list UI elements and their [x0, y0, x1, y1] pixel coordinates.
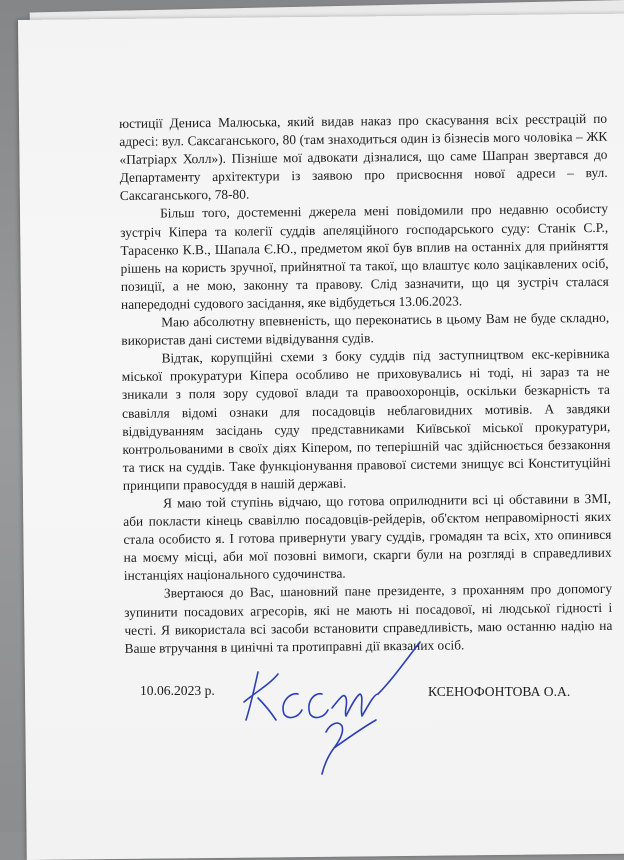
- letter-paragraph-4: Відтак, корупційні схеми з боку суддів під заступництвом екс-керівника міської прокуратури Кіпера особливо не приховувались ні тоді, ні зараз та не зникали з поля зору судової влади та правоохоронців, оскільки безкарність та свавілля відомі ознаки для посадовців неблаговидних мотивів. А завдяки відвідуванням засідань суду представниками Київської міської прокуратури, контрольованими в своїх діях Кіпером, по теперішній час здійснюється беззаконня та тиск на суддів. Таке функціонування правової системи знищує всі Конституційні принципи правосуддя в нашій державі.: [121, 346, 611, 493]
- letter-paragraph-1: юстиції Дениса Малюська, який видав наказ про скасування всіх реєстрацій по адресі: вул. Саксаганського, 80 (там знаходиться один із бізнесів мого чоловіка – ЖК «Патріарх Холл»). Пізніше мої адвокати дізналися, що саме Шапран звертався до Департаменту архітектури із заявою про присвоєння нової адреси – вул. Саксаганського, 78-80.: [119, 110, 608, 204]
- letter-paragraph-6: Звертаюся до Вас, шановний пане президенте, з проханням про допомогу зупинити посадових агресорів, які не мають ні посадової, ні людської гідності і честі. Я використала всі засоби встановити справедливість, маю останню надію на Ваше втручання в цинічні та протиправні дії вказаних осіб.: [124, 581, 613, 656]
- letter-paragraph-3: Маю абсолютну впевненість, що переконатись в цьому Вам не буде складно, використав дані системи відвідування судів.: [121, 309, 610, 349]
- handwritten-signature: [236, 628, 426, 778]
- letter-paragraph-5: Я маю той ступінь відчаю, що готова оприлюднити всі ці обставини в ЗМІ, аби покласти кінець свавіллю посадовців-рейдерів, об'єктом неправомірності яких стала особисто я. І готова привернути увагу суддів, громадян та всіх, хто опинився на моєму місці, аби мої позовні вимоги, скарги були на розгляді в справедливих інстанціях національного судочинства.: [123, 490, 612, 584]
- letter-paragraph-2: Більш того, достеменні джерела мені повідомили про недавню особисту зустріч Кіпера та колегії суддів апеляційного господарського суду: Станік С.Р., Тарасенко К.В., Шапала Є.Ю., предметом якої був вплив на останніх для прийняття рішень на користь зручної, прийнятної та такої, що влаштує коло зацікавлених осіб, позиції, а не мою, законну та правову. Слід зазначити, що ця зустріч сталася напередодні судового засідання, яке відбудеться 13.06.2023.: [120, 201, 609, 312]
- letter-date: 10.06.2023 р.: [140, 683, 215, 698]
- signer-name: КСЕНОФОНТОВА О.А.: [428, 684, 571, 699]
- letter-body: [119, 110, 613, 658]
